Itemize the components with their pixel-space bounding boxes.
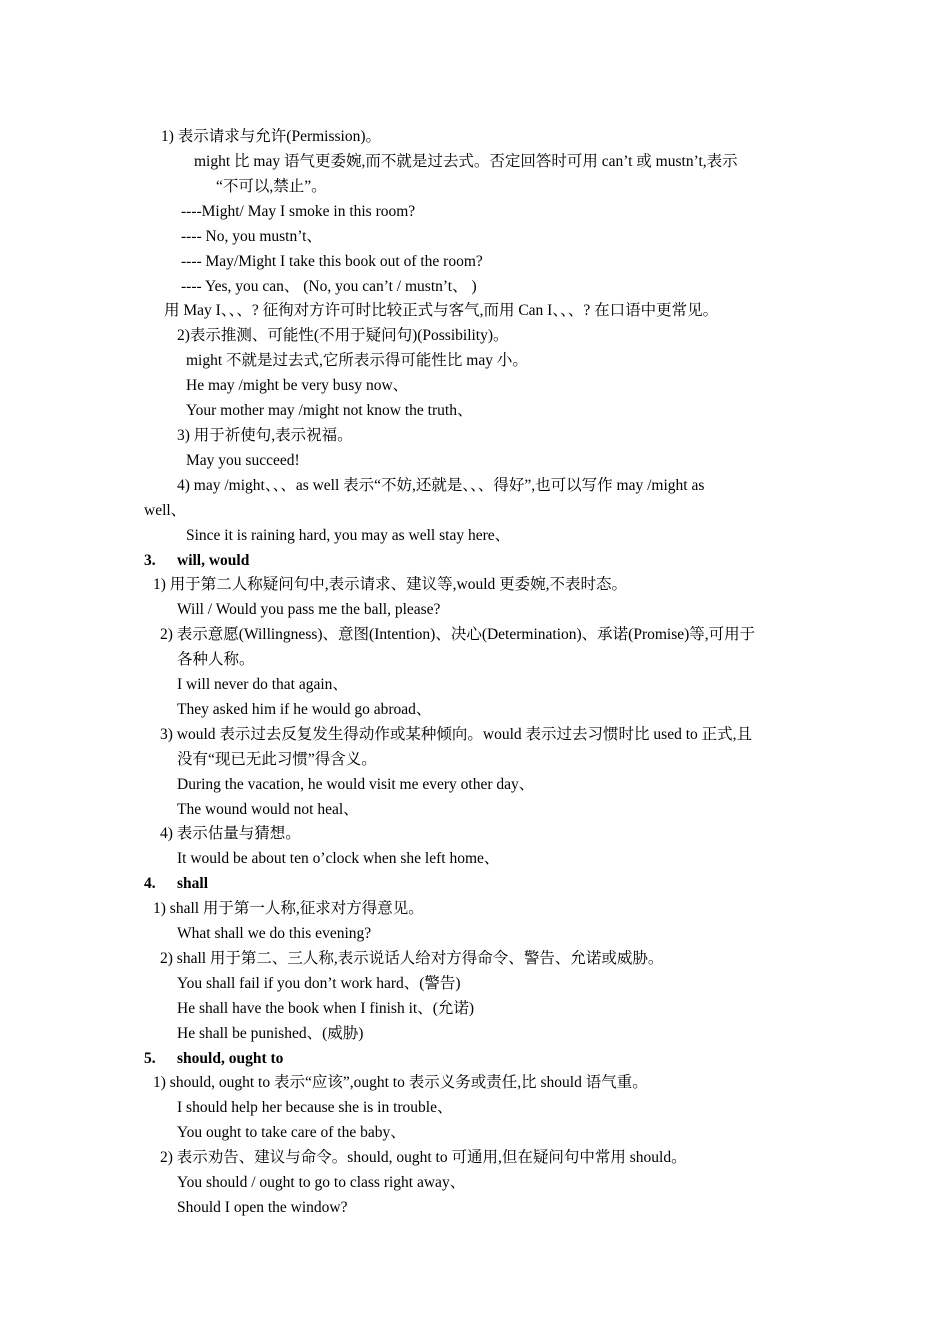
text-line: He may /might be very busy now、 <box>186 377 409 394</box>
text-line: “不可以,禁止”。 <box>216 178 327 195</box>
text-line: well、 <box>144 502 187 519</box>
text-line: might 比 may 语气更委婉,而不就是过去式。否定回答时可用 can’t 或 mustn’t,表示 <box>194 153 738 170</box>
text-line: ----Might/ May I smoke in this room? <box>181 203 416 220</box>
text-line: Since it is raining hard, you may as well stay here、 <box>186 527 511 544</box>
text-line: ---- No, you mustn’t、 <box>181 228 322 245</box>
section-heading: 4. shall <box>144 875 209 892</box>
text-line: 1) shall 用于第一人称,征求对方得意见。 <box>153 900 424 917</box>
text-line: 3) 用于祈使句,表示祝福。 <box>177 427 353 444</box>
text-line: 用 May I、、、? 征徇对方许可时比较正式与客气,而用 Can I、、、? 在口语中更常见。 <box>164 302 719 319</box>
section-heading: 5. should, ought to <box>144 1050 284 1067</box>
text-line: You shall fail if you don’t work hard、(警告) <box>177 975 461 992</box>
text-line: You should / ought to go to class right away、 <box>177 1174 466 1191</box>
section-heading: 3. will, would <box>144 552 250 569</box>
text-line: 2) 表示意愿(Willingness)、意图(Intention)、决心(Determination)、承诺(Promise)等,可用于 <box>160 626 756 643</box>
text-line: 4) may /might、、、as well 表示“不妨,还就是、、、得好”,也可以写作 may /might as <box>177 477 705 494</box>
text-line: ---- Yes, you can、 (No, you can’t / mustn’t、 ) <box>181 278 477 295</box>
text-line: Will / Would you pass me the ball, please? <box>177 601 441 618</box>
text-line: 各种人称。 <box>177 651 255 668</box>
text-line: He shall be punished、(威胁) <box>177 1025 364 1042</box>
text-line: Your mother may /might not know the truth、 <box>186 402 473 419</box>
text-line: Should I open the window? <box>177 1199 348 1216</box>
text-line: 1) 用于第二人称疑问句中,表示请求、建议等,would 更委婉,不表时态。 <box>153 576 628 593</box>
text-line: You ought to take care of the baby、 <box>177 1124 406 1141</box>
text-line: I should help her because she is in trouble、 <box>177 1099 453 1116</box>
text-line: 2) 表示劝告、建议与命令。should, ought to 可通用,但在疑问句中常用 should。 <box>160 1149 687 1166</box>
text-line: 没有“现已无此习惯”得含义。 <box>177 751 377 768</box>
text-line: During the vacation, he would visit me every other day、 <box>177 776 535 793</box>
text-line: The wound would not heal、 <box>177 801 359 818</box>
text-line: 3) would 表示过去反复发生得动作或某种倾向。would 表示过去习惯时比 used to 正式,且 <box>160 726 753 743</box>
text-line: May you succeed! <box>186 452 300 469</box>
text-line: He shall have the book when I finish it、(允诺) <box>177 1000 475 1017</box>
text-line: It would be about ten o’clock when she left home、 <box>177 850 500 867</box>
text-line: They asked him if he would go abroad、 <box>177 701 432 718</box>
text-line: 2)表示推测、可能性(不用于疑问句)(Possibility)。 <box>177 327 509 344</box>
text-line: 4) 表示估量与猜想。 <box>160 825 301 842</box>
text-line: 1) should, ought to 表示“应该”,ought to 表示义务或责任,比 should 语气重。 <box>153 1074 648 1091</box>
text-line: 2) shall 用于第二、三人称,表示说话人给对方得命令、警告、允诺或威胁。 <box>160 950 664 967</box>
text-line: might 不就是过去式,它所表示得可能性比 may 小。 <box>186 352 528 369</box>
text-line: ---- May/Might I take this book out of the room? <box>181 253 483 270</box>
text-line: 1) 表示请求与允许(Permission)。 <box>161 128 382 145</box>
text-line: What shall we do this evening? <box>177 925 372 942</box>
text-line: I will never do that again、 <box>177 676 348 693</box>
